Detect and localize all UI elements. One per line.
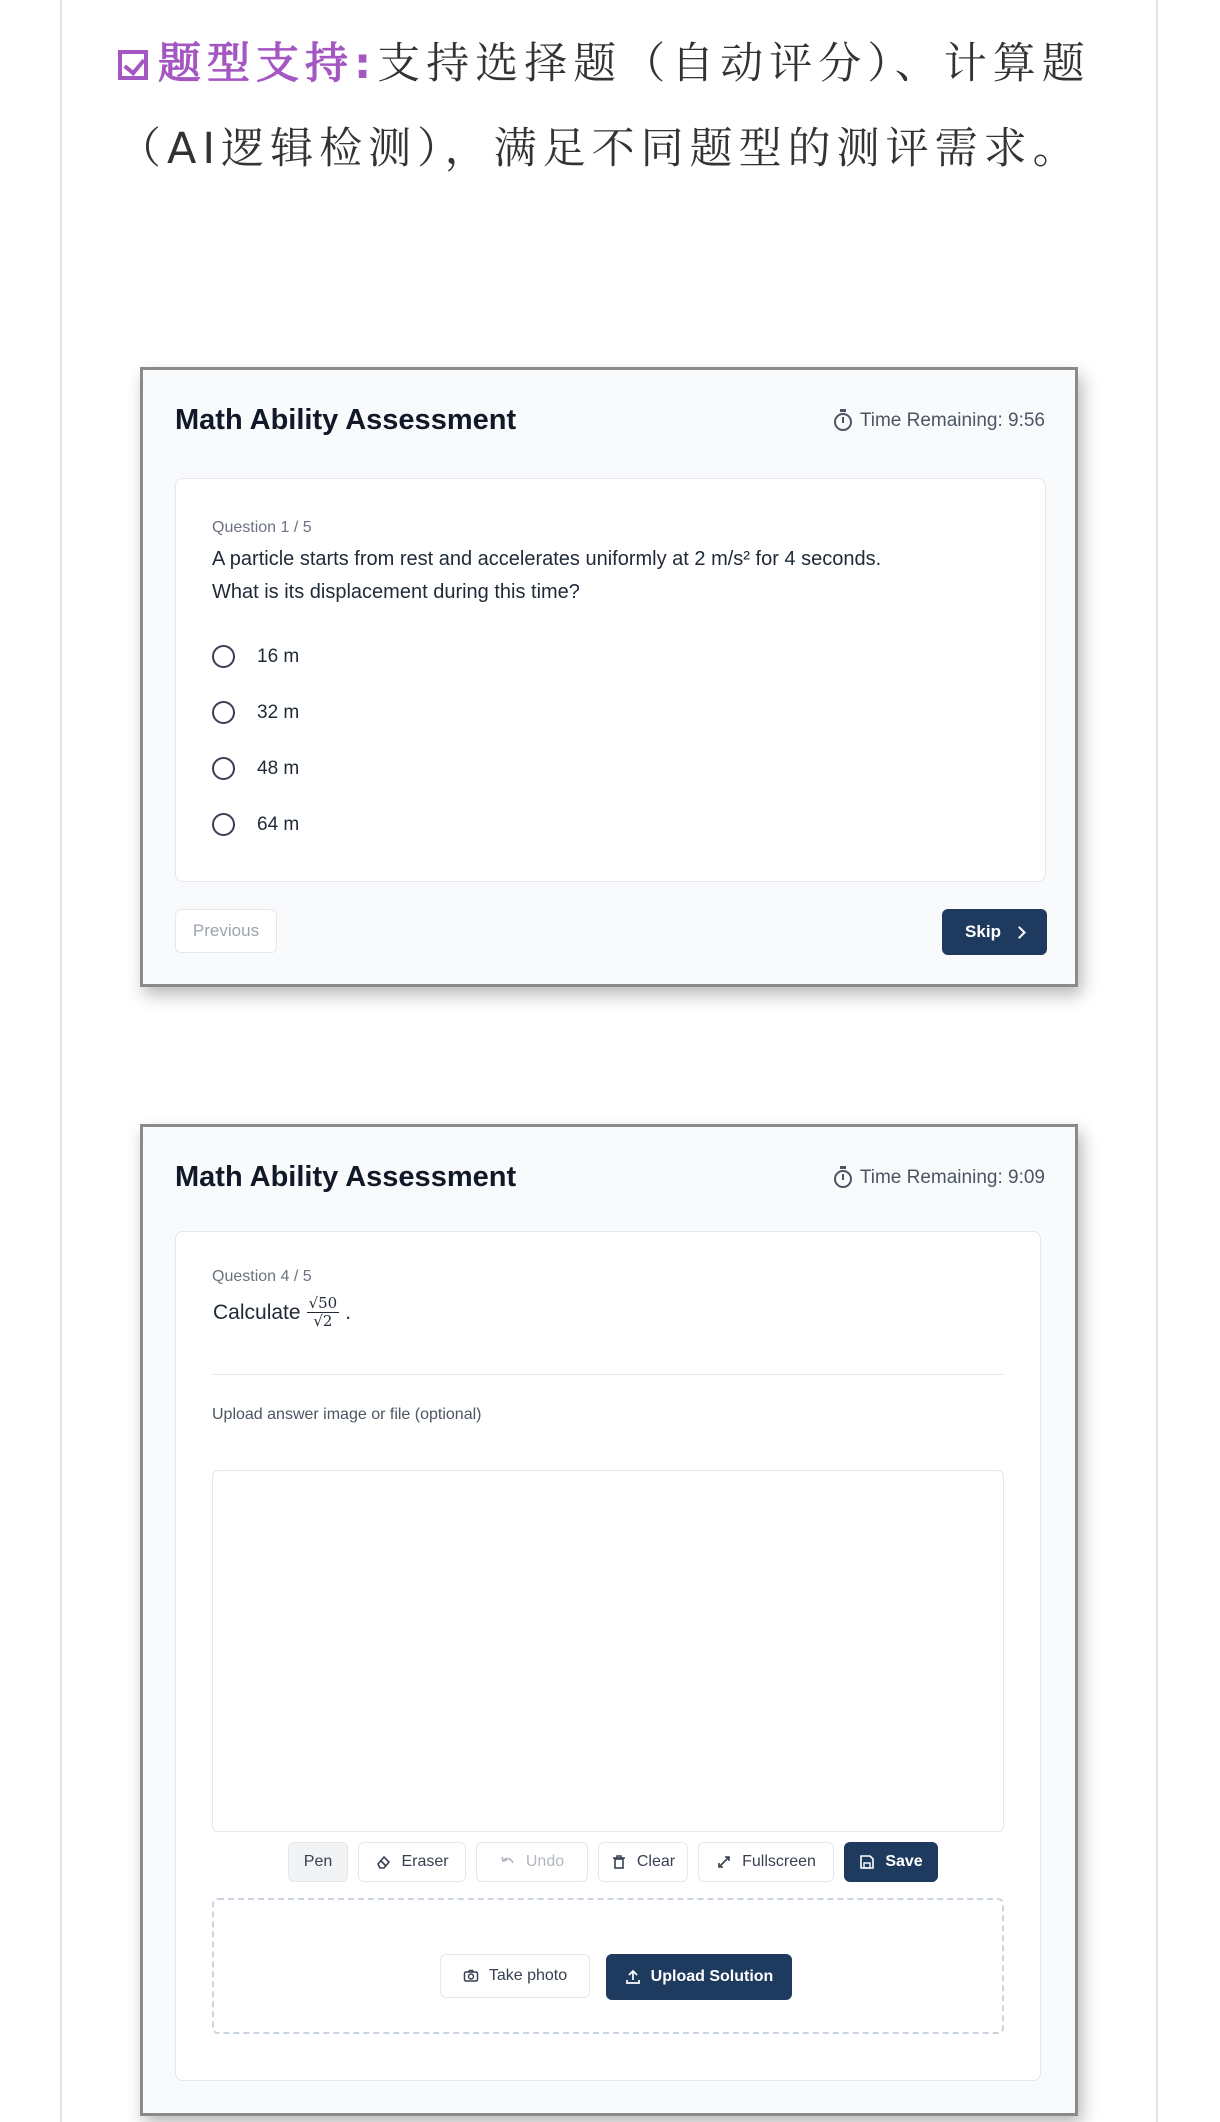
question-line-2: What is its displacement during this time? (212, 581, 580, 603)
app-title: Math Ability Assessment (175, 1161, 517, 1193)
clear-label: Clear (636, 1853, 676, 1870)
pen-label: Pen (303, 1853, 333, 1870)
save-label: Save (885, 1853, 923, 1870)
radio-icon[interactable] (212, 813, 235, 836)
calculation-screenshot (140, 1124, 1078, 2116)
stopwatch-icon (834, 413, 852, 431)
drawing-toolbar (176, 1842, 1040, 1882)
eraser-label: Eraser (401, 1853, 449, 1870)
question-expression: Calculate $\frac{√50}{√2}$ . (213, 1294, 352, 1330)
clear-button[interactable] (598, 1842, 688, 1882)
question-counter: Question 4 / 5 (212, 1268, 312, 1285)
undo-button[interactable] (476, 1842, 588, 1882)
eraser-icon (375, 1854, 391, 1870)
option-32m[interactable] (212, 701, 299, 724)
take-photo-label: Take photo (488, 1967, 568, 1984)
intro-body: 支持选择题（自动评分）、计算题（AI逻辑检测），满足不同题型的测评需求。 (118, 39, 1091, 174)
expand-icon (716, 1854, 732, 1870)
fullscreen-button[interactable] (698, 1842, 834, 1882)
timer (834, 1167, 1045, 1189)
option-label: 64 m (257, 813, 300, 835)
trash-icon (611, 1854, 627, 1870)
fraction-denominator: √2 (313, 1312, 333, 1330)
stopwatch-icon (834, 1170, 852, 1188)
question-prefix: Calculate (213, 1300, 301, 1324)
upload-dropzone[interactable] (212, 1898, 1004, 2034)
skip-label: Skip (965, 922, 1001, 941)
fraction (307, 1295, 340, 1330)
option-16m[interactable] (212, 645, 299, 668)
intro-heading: 题型支持: (158, 39, 378, 89)
timer-text: Time Remaining: 9:09 (859, 1167, 1045, 1188)
timer-text: Time Remaining: 9:56 (859, 410, 1045, 431)
upload-label: Upload answer image or file (optional) (212, 1406, 482, 1423)
option-label: 32 m (257, 701, 300, 723)
question-card (175, 1231, 1041, 2081)
question-text (212, 543, 1012, 609)
fullscreen-label: Fullscreen (742, 1853, 816, 1870)
radio-icon[interactable] (212, 701, 235, 724)
pen-tool-button[interactable] (288, 1842, 348, 1882)
undo-icon (500, 1854, 516, 1870)
option-label: 16 m (257, 645, 300, 667)
multiple-choice-screenshot (140, 367, 1078, 987)
fraction-numerator: √50 (308, 1294, 338, 1312)
divider (212, 1374, 1004, 1375)
save-icon (859, 1854, 875, 1870)
upload-solution-label: Upload Solution (650, 1968, 774, 1985)
take-photo-button[interactable] (440, 1954, 590, 1998)
upload-icon (625, 1969, 641, 1985)
question-counter: Question 1 / 5 (212, 519, 312, 536)
undo-label: Undo (525, 1853, 565, 1870)
intro-paragraph (118, 22, 1103, 192)
upload-solution-button[interactable] (606, 1954, 792, 2000)
previous-button[interactable]: Previous (175, 909, 277, 953)
question-card (175, 478, 1046, 882)
option-48m[interactable] (212, 757, 299, 780)
radio-icon[interactable] (212, 645, 235, 668)
eraser-tool-button[interactable] (358, 1842, 466, 1882)
option-label: 48 m (257, 757, 300, 779)
checkbox-icon (118, 50, 148, 80)
app-title: Math Ability Assessment (175, 404, 517, 436)
save-button[interactable] (844, 1842, 938, 1882)
camera-icon (463, 1968, 479, 1984)
drawing-canvas[interactable] (212, 1470, 1004, 1832)
option-64m[interactable] (212, 813, 299, 836)
radio-icon[interactable] (212, 757, 235, 780)
chevron-right-icon (1013, 926, 1026, 939)
skip-button[interactable] (942, 909, 1047, 955)
question-line-1: A particle starts from rest and accelerates uniformly at 2 m/s² for 4 seconds. (212, 548, 882, 570)
timer (834, 410, 1045, 432)
